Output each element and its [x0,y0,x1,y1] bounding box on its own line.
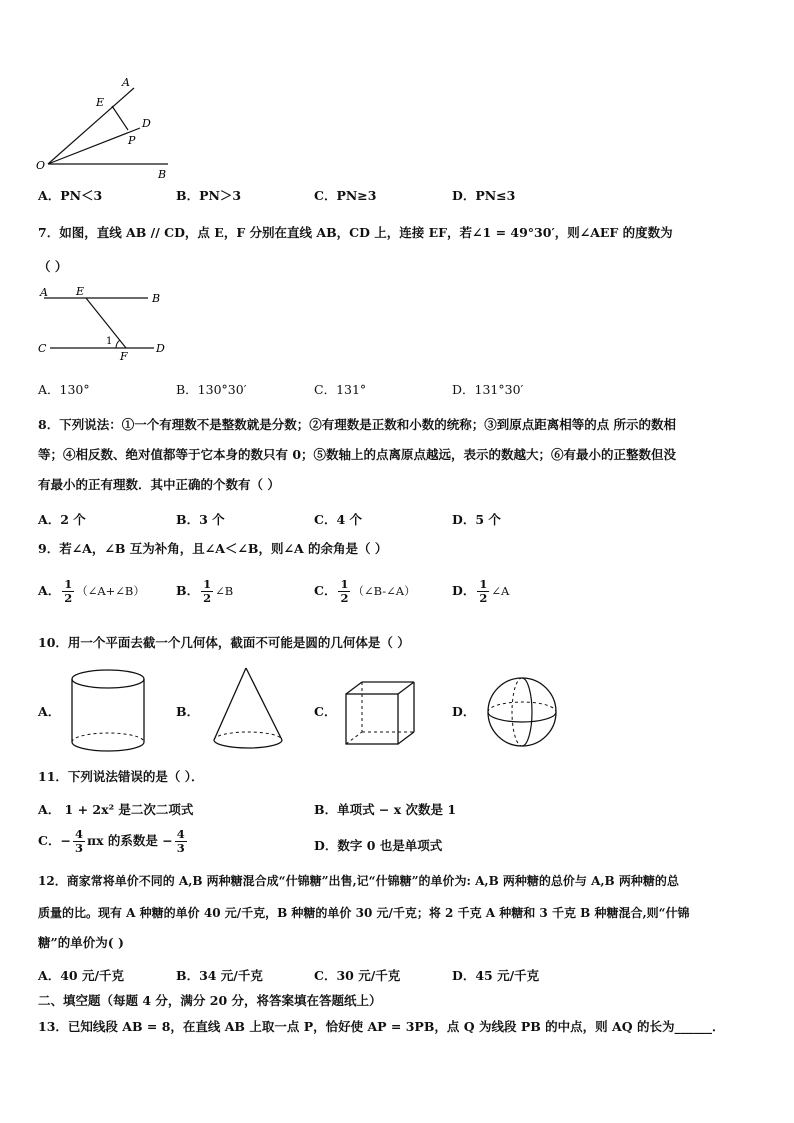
label-f: F [120,350,128,363]
q8-line-3: 有最小的正有理数．其中正确的个数有（ ） [38,477,280,492]
q12-line-1: 12．商家常将单价不同的 A,B 两种糖混合成“什锦糖”出售,记“什锦糖”的单价为: A,B 两种糖的总价与 A,B 两种糖的总 [38,874,679,888]
q12-option-c[interactable]: C．30 元/千克 [314,968,401,983]
q7-option-d[interactable]: D．131°30′ [452,382,524,397]
segment-ep [112,106,128,130]
four-thirds-fraction: $\frac{4}{3}$ [176,827,185,855]
q6-option-d[interactable]: D．PN≤3 [452,188,516,203]
q13-stem: 13．已知线段 AB = 8，在直线 AB 上取一点 P，恰好使 AP = 3PB，点 Q 为线段 PB 的中点，则 AQ 的长为______． [38,1019,725,1034]
q11-option-b[interactable]: B．单项式 − x 次数是 1 [314,802,457,817]
q10-label-b[interactable]: B． [176,704,200,719]
q11-option-d[interactable]: D．数字 0 也是单项式 [314,838,443,853]
option-label: C． [314,583,337,598]
q7-option-b[interactable]: B．130°30′ [176,382,247,397]
q8-line-1: 8．下列说法：①一个有理数不是整数就是分数；②有理数是正数和小数的统称；③到原点距离相等的点 所示的数相 [38,417,677,432]
q9-option-c[interactable] [314,578,416,605]
half-fraction: $\frac{1}{2}$ [340,577,349,605]
option-text: ∠A [491,584,510,598]
q9-option-a[interactable] [38,578,145,605]
half-fraction: $\frac{1}{2}$ [479,577,488,605]
q11-option-c[interactable] [38,828,189,855]
q9-option-b[interactable] [176,578,233,605]
q12-option-d[interactable]: D．45 元/千克 [452,968,540,983]
q10-label-d[interactable]: D． [452,704,476,719]
half-fraction: $\frac{1}{2}$ [203,577,212,605]
q6-option-b[interactable]: B．PN＞3 [176,188,242,203]
cube-icon [342,678,418,748]
option-label: A． [38,583,61,598]
half-fraction: $\frac{1}{2}$ [64,577,73,605]
q7-stem: 7．如图，直线 AB // CD，点 E，F 分别在直线 AB，CD 上，连接 EF，若∠1 = 49°30′，则∠AEF 的度数为 [38,225,673,240]
q8-line-2: 等；④相反数、绝对值都等于它本身的数只有 0；⑤数轴上的点离原点越远，表示的数越大；⑥有最小的正整数但没 [38,447,677,462]
label-d: D [156,342,165,355]
option-label: C．− [38,833,71,848]
cylinder-icon [66,666,150,756]
section-heading: 二、填空题（每题 4 分，满分 20 分，将答案填在答题纸上） [38,993,382,1008]
q9-stem: 9．若∠A，∠B 互为补角，且∠A＜∠B，则∠A 的余角是（ ） [38,541,388,556]
label-e: E [76,285,85,298]
option-text: πx 的系数是 − [86,833,173,848]
cone-icon [208,664,288,754]
four-thirds-fraction: $\frac{4}{3}$ [74,827,83,855]
sphere-icon [484,674,560,750]
q8-option-b[interactable]: B．3 个 [176,512,225,527]
q12-line-2: 质量的比。现有 A 种糖的单价 40 元/千克，B 种糖的单价 30 元/千克；将 2 千克 A 种糖和 3 千克 B 种糖混合,则“什锦 [38,906,690,920]
option-text: （∠B-∠A） [352,584,416,598]
q9-option-d[interactable] [452,578,509,605]
q10-label-a[interactable]: A． [38,704,61,719]
ray-od [48,128,140,164]
q8-option-a[interactable]: A．2 个 [38,512,86,527]
q10-stem: 10．用一个平面去截一个几何体，截面不可能是圆的几何体是（ ） [38,635,410,650]
q7-paren: （ ） [38,259,68,274]
option-text: （∠A+∠B） [76,584,145,598]
label-e: E [96,96,105,109]
q7-option-a[interactable]: A．130° [38,382,90,397]
label-a: A [122,76,130,89]
label-a: A [40,286,48,299]
q6-option-a[interactable]: A．PN＜3 [38,188,103,203]
q11-stem: 11．下列说法错误的是（ ）． [38,769,204,784]
label-1: 1 [106,336,113,347]
option-label: B． [176,583,200,598]
q10-label-c[interactable]: C． [314,704,337,719]
q8-option-c[interactable]: C．4 个 [314,512,362,527]
q12-option-b[interactable]: B．34 元/千克 [176,968,263,983]
label-o: O [36,159,46,172]
q12-option-a[interactable]: A．40 元/千克 [38,968,125,983]
q6-option-c[interactable]: C．PN≥3 [314,188,377,203]
label-d: D [142,117,151,130]
q8-option-d[interactable]: D．5 个 [452,512,501,527]
option-label: D． [452,583,476,598]
q11-option-a[interactable]: A． 1 + 2x² 是二次二项式 [38,802,194,817]
angle-1-arc [116,340,120,348]
label-b: B [152,292,161,305]
label-b: B [158,168,167,181]
q7-parallel-lines-figure [36,284,176,364]
label-p: P [128,134,136,147]
q12-line-3: 糖”的单价为( ) [38,935,124,950]
q6-angle-figure [30,72,180,182]
option-text: ∠B [215,584,234,598]
label-c: C [38,342,47,355]
q7-option-c[interactable]: C．131° [314,382,367,397]
ray-oa [48,88,134,164]
